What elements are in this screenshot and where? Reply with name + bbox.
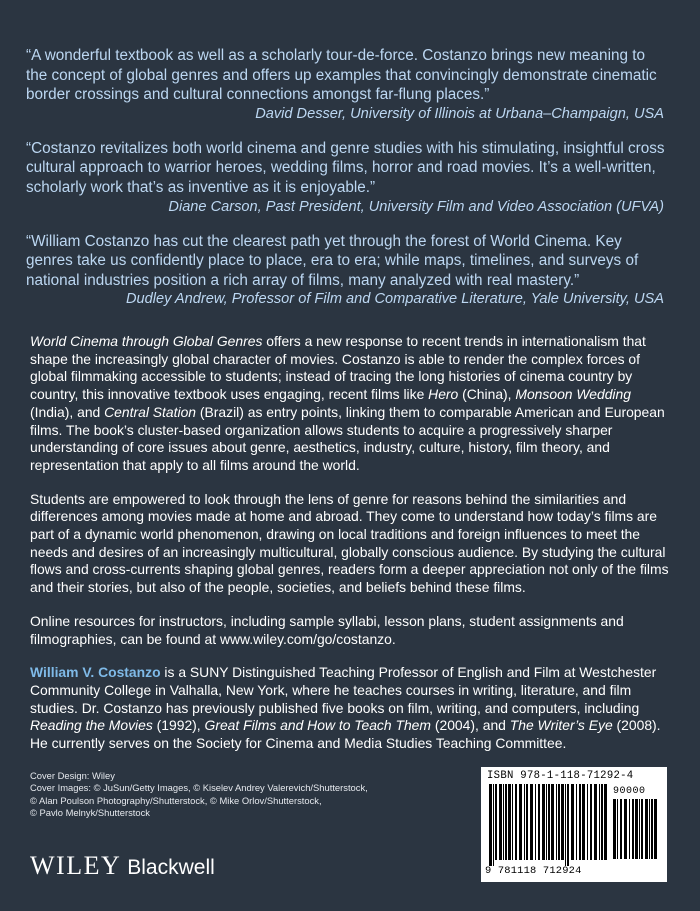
barcode xyxy=(481,767,667,882)
barcode-bar xyxy=(519,784,522,860)
book-title: Reading the Movies xyxy=(30,717,153,734)
barcode-bar xyxy=(601,784,603,860)
barcode-bar xyxy=(524,784,525,860)
barcode-bar xyxy=(582,784,585,860)
logo-blackwell: Blackwell xyxy=(127,856,215,879)
description-paragraph-2: Students are empowered to look through the lens of genre for reasons behind the similarities and differences among movies made at home and abroad. They come to understand how today’s films are part of a dynamic world phenomenon, drawing on local traditions and foreign influences to meet the needs and desires of an increasingly multicultural, globally conscious audience. By studying the cultural flows and cross-currents shaping global genres, readers form a deeper appreciation not only of the films and their stories, but also of the people, societies, and beliefs behind these films. xyxy=(30,490,669,596)
book-title: Great Films and How to Teach Them xyxy=(204,717,431,734)
cover-images-credit: © Pavlo Melnyk/Shutterstock xyxy=(30,807,150,819)
text-span: is a SUNY Distinguished Teaching Professor of English and Film at Westchester Community College in Valhalla, New York, where he teaches courses in writing, literature, and film studies. Dr. Costanzo has previously published five books on film, writing, and computers, including xyxy=(30,664,657,716)
barcode-bar xyxy=(567,784,569,866)
barcode-bar xyxy=(645,799,648,859)
quote-2 xyxy=(26,139,666,217)
barcode-bar xyxy=(565,784,566,866)
barcode-bar xyxy=(617,799,618,859)
author-bio xyxy=(30,664,670,753)
barcode-bar xyxy=(489,784,492,866)
review-quotes xyxy=(26,46,666,324)
barcode-bar xyxy=(635,799,638,859)
barcode-bar xyxy=(620,799,622,859)
quote-attribution: Dudley Andrew, Professor of Film and Comparative Literature, Yale University, USA xyxy=(125,291,664,308)
quote-3 xyxy=(26,232,666,310)
barcode-bar xyxy=(546,784,547,860)
quote-attribution: David Desser, University of Illinois at Urbana–Champaign, USA xyxy=(255,105,664,122)
barcode-bar xyxy=(542,784,545,860)
film-title: Hero xyxy=(428,386,459,403)
barcode-bar xyxy=(526,784,528,860)
barcode-bar xyxy=(604,784,607,860)
barcode-bar xyxy=(632,799,634,859)
barcode-bar xyxy=(503,784,504,860)
barcode-bar xyxy=(548,784,550,860)
isbn-label: ISBN 978-1-118-71292-4 xyxy=(487,770,634,782)
barcode-bar xyxy=(641,799,643,859)
barcode-bar xyxy=(587,784,588,860)
barcode-bar xyxy=(576,784,577,860)
film-title: Central Station xyxy=(104,403,197,420)
barcode-bar xyxy=(649,799,650,859)
description-paragraph-3: Online resources for instructors, including sample syllabi, lesson plans, student assignments and filmographies, can be found at www.wiley.com/go/costanzo. xyxy=(30,612,624,647)
description-paragraph-1 xyxy=(30,333,670,475)
text-span: (2008). He currently serves on the Society for Cinema and Media Studies Teaching Committee. xyxy=(30,717,661,752)
quote-text: “Costanzo revitalizes both world cinema and genre studies with his stimulating, insightful cross cultural approach to warrior heroes, wedding films, horror and road movies. It’s a well-written, scholarly work that’s as inventive as it is enjoyable.” xyxy=(26,139,665,196)
cover-images-credit: Cover Images: © JuSun/Getty Images, © Kiselev Andrey Valerevich/Shutterstock, xyxy=(30,782,368,794)
quote-text: “A wonderful textbook as well as a scholarly tour-de-force. Costanzo brings new meaning to the concept of global genres and offers up examples that convincingly demonstrate cinematic border crossings and cultural connections amongst far-flung places.” xyxy=(26,47,657,104)
logo-wiley: WILEY xyxy=(30,851,122,880)
addon-barcode-bars xyxy=(613,799,659,865)
barcode-bar xyxy=(629,799,630,859)
film-title: Monsoon Wedding xyxy=(515,386,631,403)
quote-text: “William Costanzo has cut the clearest path yet through the forest of World Cinema. Key genres take us confidently place to place, era to era; while maps, timelines, and surveys of national industries position a rich array of films, many analyzed with real mastery.” xyxy=(26,232,639,289)
barcode-bar xyxy=(508,784,511,860)
quote-attribution: Diane Carson, Past President, University Film and Video Association (UFVA) xyxy=(168,198,664,215)
text-span: (1992), xyxy=(152,717,205,734)
barcode-bar xyxy=(579,784,581,860)
barcode-bar xyxy=(558,784,560,860)
book-description xyxy=(30,333,670,769)
barcode-bar xyxy=(561,784,564,860)
barcode-bar xyxy=(654,799,657,859)
barcode-bar xyxy=(639,799,640,859)
text-span: (India), and xyxy=(30,403,105,420)
barcode-bar xyxy=(495,784,497,860)
barcode-bar xyxy=(535,784,536,860)
barcode-bar xyxy=(613,799,616,859)
price-code: 90000 xyxy=(613,786,646,797)
barcode-bar xyxy=(556,784,557,860)
cover-design-credit: Cover Design: Wiley xyxy=(30,770,115,781)
author-name: William V. Costanzo xyxy=(30,664,161,681)
text-span: (China), xyxy=(458,386,516,403)
publisher-logo xyxy=(30,851,215,881)
barcode-bar xyxy=(599,784,600,860)
barcode-bar xyxy=(538,784,540,860)
barcode-bar xyxy=(551,784,554,860)
text-span: (Brazil) as entry points, linking them to comparable American and European films. The book’s cluster-based organization allows students to acquire a progressively sharper understanding of core issues about genre, aesthetics, industry, culture, history, film theory, and representation that apply to all films around the world. xyxy=(30,403,665,473)
barcode-bar xyxy=(624,799,627,859)
cover-images-credit: © Alan Poulson Photography/Shutterstock, © Mike Orlov/Shutterstock, xyxy=(30,794,322,806)
barcode-bar xyxy=(512,784,513,860)
cover-credits xyxy=(30,770,390,820)
barcode-bar xyxy=(594,784,597,860)
barcode-bar xyxy=(530,784,533,860)
quote-1 xyxy=(26,46,666,124)
text-span: offers a new response to recent trends in internationalism that shape the increasingly global character of movies. Costanzo is able to render the complex forces of global filmmaking accessible to students; instead of tracing the long histories of cinema country by country, this innovative textbook uses engaging, recent films like xyxy=(30,333,646,403)
barcode-bar xyxy=(499,784,502,860)
barcode-bar xyxy=(493,784,494,866)
barcode-bar xyxy=(651,799,653,859)
barcode-bar xyxy=(505,784,507,860)
text-span: (2004), and xyxy=(430,717,510,734)
book-title: The Writer’s Eye xyxy=(509,717,613,734)
ean-digits: 9 781118 712924 xyxy=(485,865,582,877)
barcode-bar xyxy=(571,784,574,860)
ean-barcode-bars xyxy=(489,784,607,866)
barcode-bar xyxy=(515,784,517,860)
barcode-bar xyxy=(590,784,592,860)
book-title: World Cinema through Global Genres xyxy=(30,333,263,349)
